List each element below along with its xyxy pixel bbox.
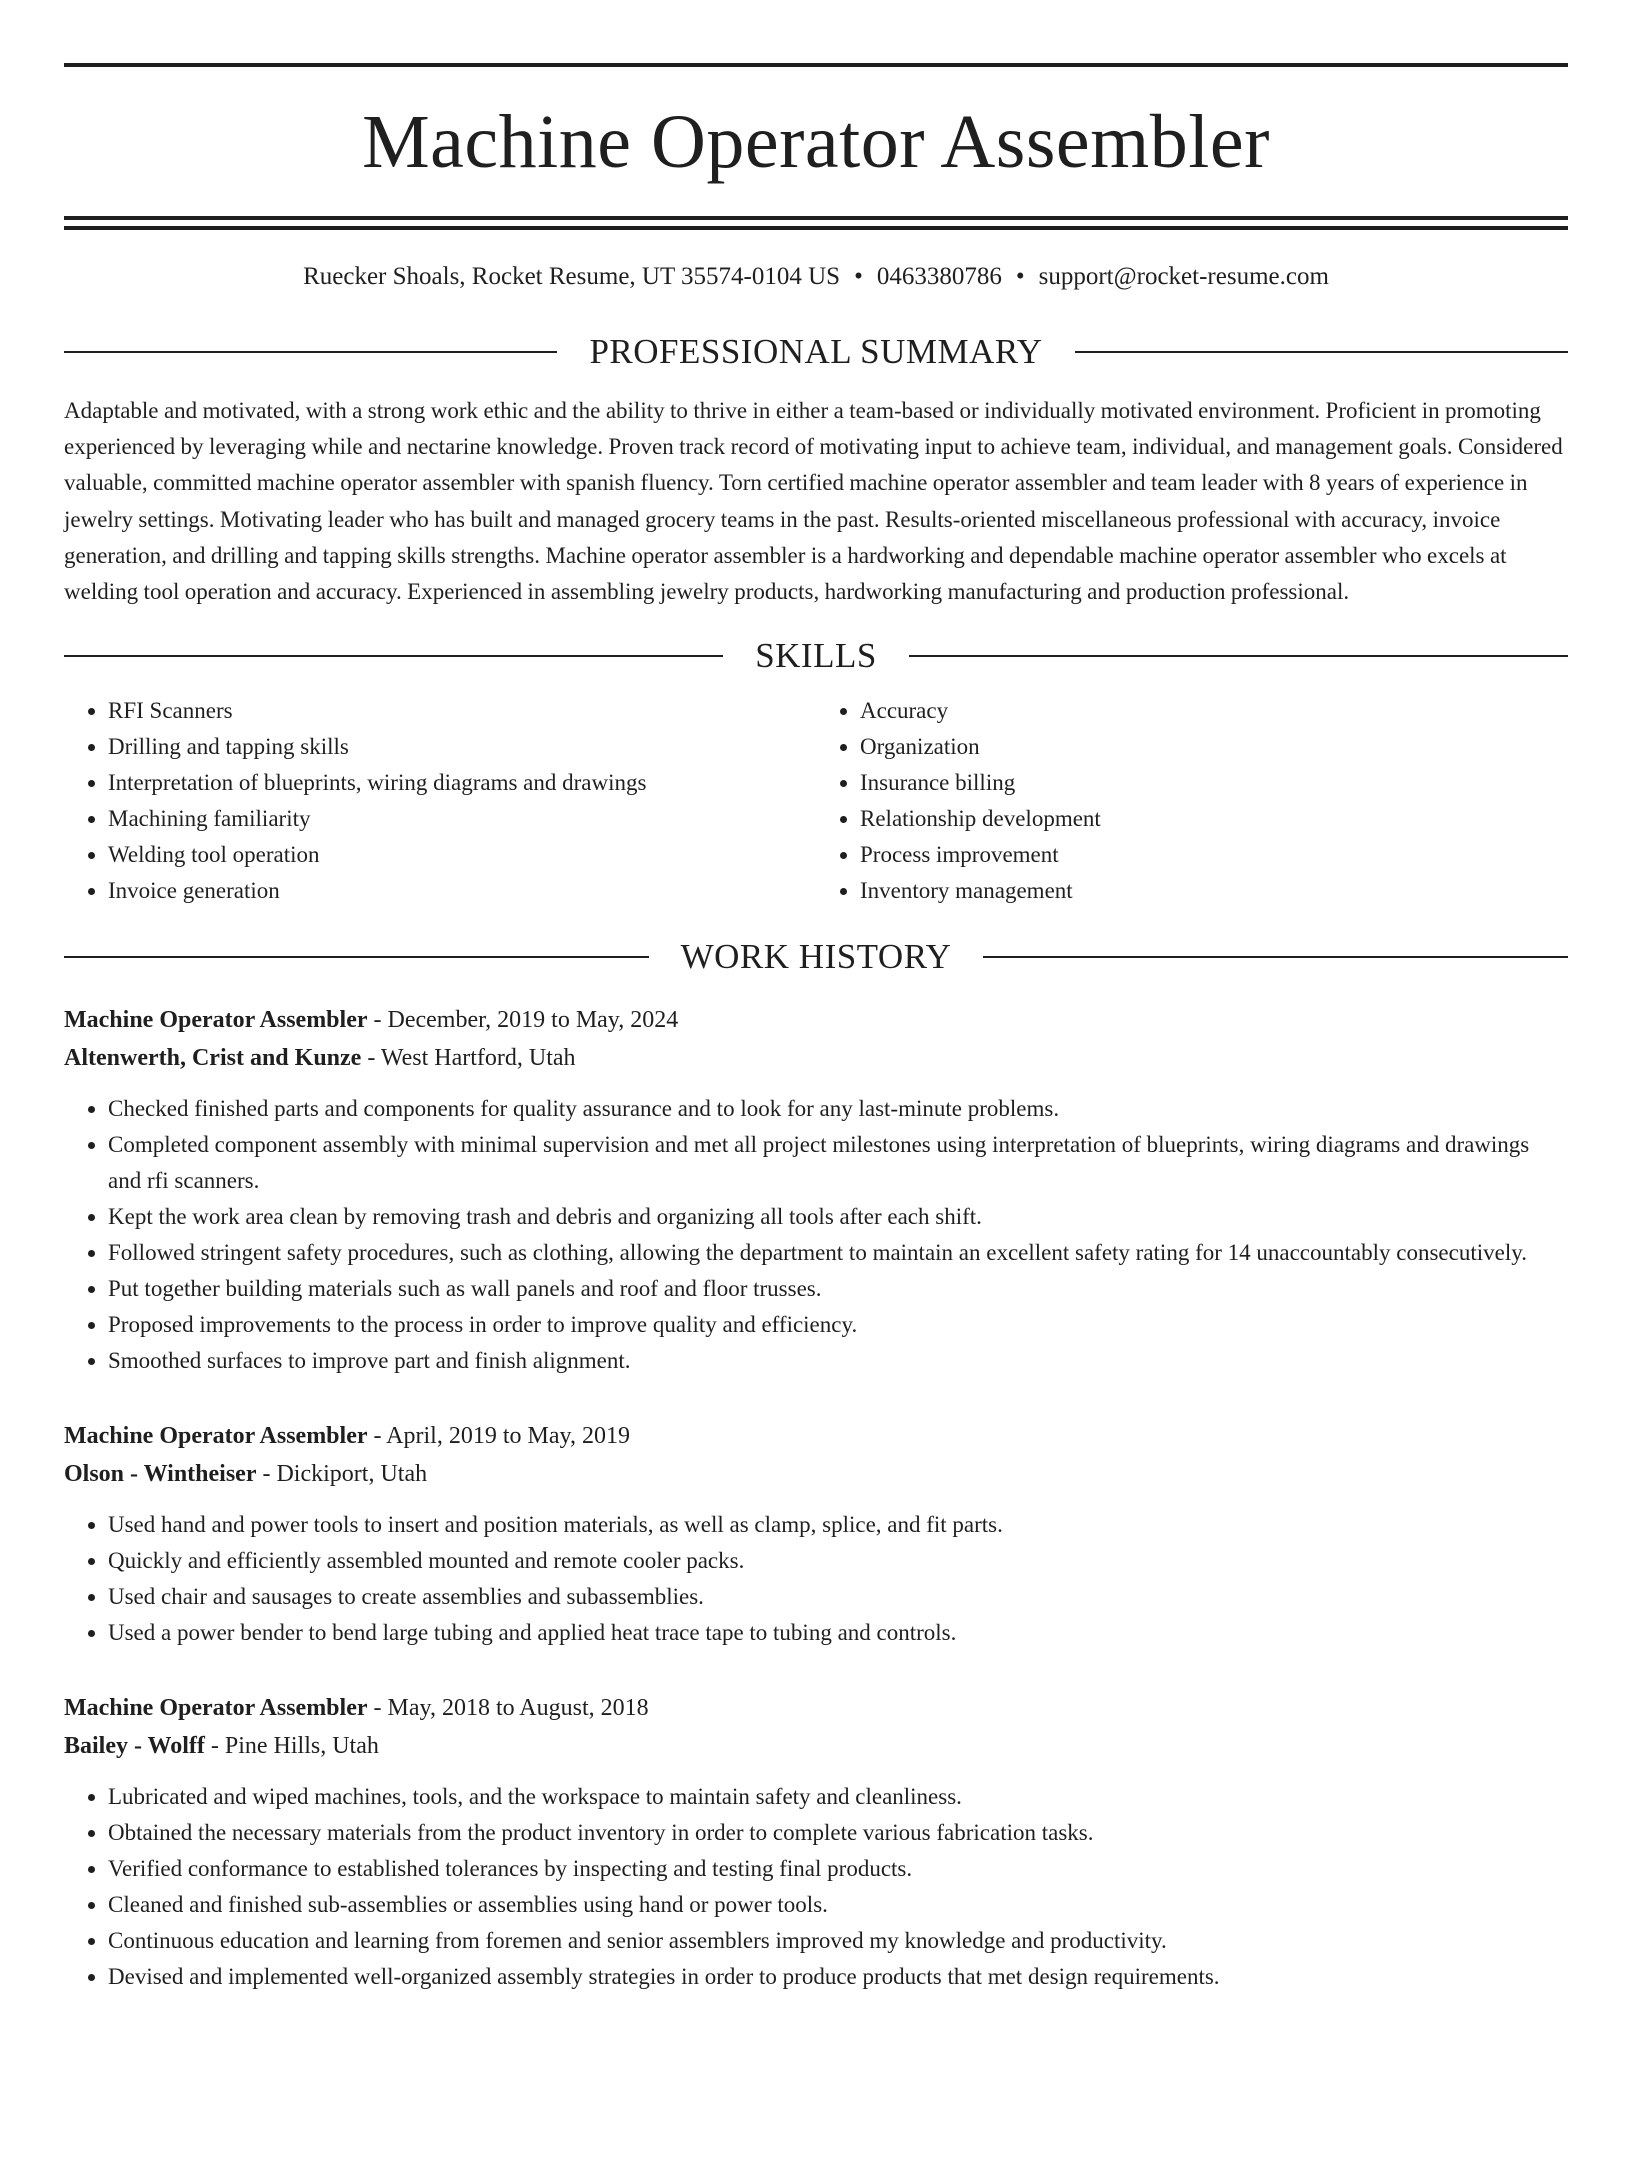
job-title-line — [64, 1001, 1568, 1039]
skill-item: • Welding tool operation — [108, 837, 816, 873]
job-bullet: • Used chair and sausages to create assemblies and subassemblies. — [108, 1579, 1568, 1615]
job-bullet: • Completed component assembly with minimal supervision and met all project milestones using interpretation of blueprints, wiring diagrams and drawings and rfi scanners. — [108, 1127, 1568, 1199]
job-entry — [64, 1417, 1568, 1651]
work-section-header — [64, 937, 1568, 977]
job-bullet: • Verified conformance to established tolerances by inspecting and testing final products. — [108, 1851, 1568, 1887]
job-bullets — [64, 1091, 1568, 1379]
job-bullet: • Continuous education and learning from foremen and senior assemblers improved my knowledge and productivity. — [108, 1923, 1568, 1959]
job-dates: - April, 2019 to May, 2019 — [367, 1423, 630, 1450]
contact-separator: • — [1015, 263, 1025, 290]
job-bullet: • Cleaned and finished sub-assemblies or assemblies using hand or power tools. — [108, 1887, 1568, 1923]
resume-title: Machine Operator Assembler — [362, 100, 1270, 184]
contact-phone: 0463380786 — [876, 263, 1002, 290]
summary-text: Adaptable and motivated, with a strong work ethic and the ability to thrive in either a team-based or individually motivated environment. Proficient in promoting experienced by leveraging while and nectarine knowledge. Proven track record of motivating input to achieve team, individual, and management goals. Considered valuable, committed machine operator assembler with spanish fluency. Torn certified machine operator assembler and team leader with 8 years of experience in jewelry settings. Motivating leader who has built and managed grocery teams in the past. Results-oriented miscellaneous professional with accuracy, invoice generation, and drilling and tapping skills strengths. Machine operator assembler is a hardworking and dependable machine operator assembler who excels at welding tool operation and accuracy. Experienced in assembling jewelry products, hardworking manufacturing and production professional. — [64, 398, 1563, 605]
job-entry — [64, 1001, 1568, 1379]
job-bullet: • Kept the work area clean by removing trash and debris and organizing all tools after each shift. — [108, 1199, 1568, 1235]
job-company-line — [64, 1727, 1568, 1765]
contact-address: Ruecker Shoals, Rocket Resume, UT 35574-0104 US — [303, 263, 841, 290]
job-bullet: • Proposed improvements to the process in order to improve quality and efficiency. — [108, 1307, 1568, 1343]
contact-email[interactable]: support@rocket-resume.com — [1038, 263, 1329, 290]
job-company: Altenwerth, Crist and Kunze — [64, 1045, 362, 1072]
job-bullet: • Followed stringent safety procedures, such as clothing, allowing the department to maintain an excellent safety rating for 14 unaccountably consecutively. — [108, 1235, 1568, 1271]
section-rule — [909, 655, 1568, 657]
skill-item: • Invoice generation — [108, 873, 816, 909]
contact-separator: • — [854, 263, 863, 290]
job-bullets — [64, 1779, 1568, 1995]
job-company: Olson - Wintheiser — [64, 1461, 257, 1488]
summary-heading: PROFESSIONAL SUMMARY — [589, 332, 1043, 371]
job-dates: - May, 2018 to August, 2018 — [367, 1695, 649, 1722]
skill-item: • Accuracy — [860, 693, 1568, 729]
section-rule — [64, 655, 723, 657]
job-bullet: • Put together building materials such as wall panels and roof and floor trusses. — [108, 1271, 1568, 1307]
job-title: Machine Operator Assembler — [64, 1423, 368, 1450]
job-company-line — [64, 1455, 1568, 1493]
skill-item: • Insurance billing — [860, 765, 1568, 801]
job-bullet: • Obtained the necessary materials from the product inventory in order to complete various fabrication tasks. — [108, 1815, 1568, 1851]
skill-item: • Process improvement — [860, 837, 1568, 873]
skill-item: • RFI Scanners — [108, 693, 816, 729]
job-title-line — [64, 1689, 1568, 1727]
job-location: - Pine Hills, Utah — [204, 1733, 379, 1760]
skills-columns — [64, 693, 1568, 909]
section-rule — [64, 956, 649, 958]
job-title-line — [64, 1417, 1568, 1455]
skill-item: • Relationship development — [860, 801, 1568, 837]
skill-item: • Organization — [860, 729, 1568, 765]
skills-section-header — [64, 636, 1568, 676]
skill-item: • Inventory management — [860, 873, 1568, 909]
job-company: Bailey - Wolff — [64, 1733, 205, 1760]
work-heading: WORK HISTORY — [680, 937, 952, 977]
skills-list-right — [816, 693, 1568, 909]
job-bullet: • Smoothed surfaces to improve part and finish alignment. — [108, 1343, 1568, 1379]
resume-page — [0, 63, 1632, 2175]
skill-item: • Machining familiarity — [108, 801, 816, 837]
job-dates: - December, 2019 to May, 2024 — [367, 1007, 679, 1034]
job-title: Machine Operator Assembler — [64, 1695, 368, 1722]
skills-heading: SKILLS — [755, 636, 877, 676]
job-entry — [64, 1689, 1568, 1995]
job-bullets — [64, 1507, 1568, 1651]
skill-item: • Interpretation of blueprints, wiring diagrams and drawings — [108, 765, 816, 801]
title-double-rule — [64, 216, 1568, 230]
job-bullet: • Used a power bender to bend large tubing and applied heat trace tape to tubing and controls. — [108, 1615, 1568, 1651]
job-bullet: • Quickly and efficiently assembled mounted and remote cooler packs. — [108, 1543, 1568, 1579]
job-location: - West Hartford, Utah — [361, 1045, 576, 1072]
section-rule — [1075, 351, 1568, 353]
job-location: - Dickiport, Utah — [256, 1461, 428, 1488]
job-bullet: • Used hand and power tools to insert and position materials, as well as clamp, splice, and fit parts. — [108, 1507, 1568, 1543]
section-rule — [983, 956, 1568, 958]
skills-list-left — [64, 693, 816, 909]
skill-item: • Drilling and tapping skills — [108, 729, 816, 765]
summary-section-header — [64, 334, 1568, 369]
section-rule — [64, 351, 557, 353]
job-title: Machine Operator Assembler — [64, 1007, 368, 1034]
job-bullet: • Devised and implemented well-organized assembly strategies in order to produce products that met design requirements. — [108, 1959, 1568, 1995]
job-bullet: • Checked finished parts and components for quality assurance and to look for any last-minute problems. — [108, 1091, 1568, 1127]
job-company-line — [64, 1039, 1568, 1077]
contact-line — [64, 262, 1568, 292]
top-rule — [64, 63, 1568, 67]
job-bullet: • Lubricated and wiped machines, tools, and the workspace to maintain safety and cleanliness. — [108, 1779, 1568, 1815]
